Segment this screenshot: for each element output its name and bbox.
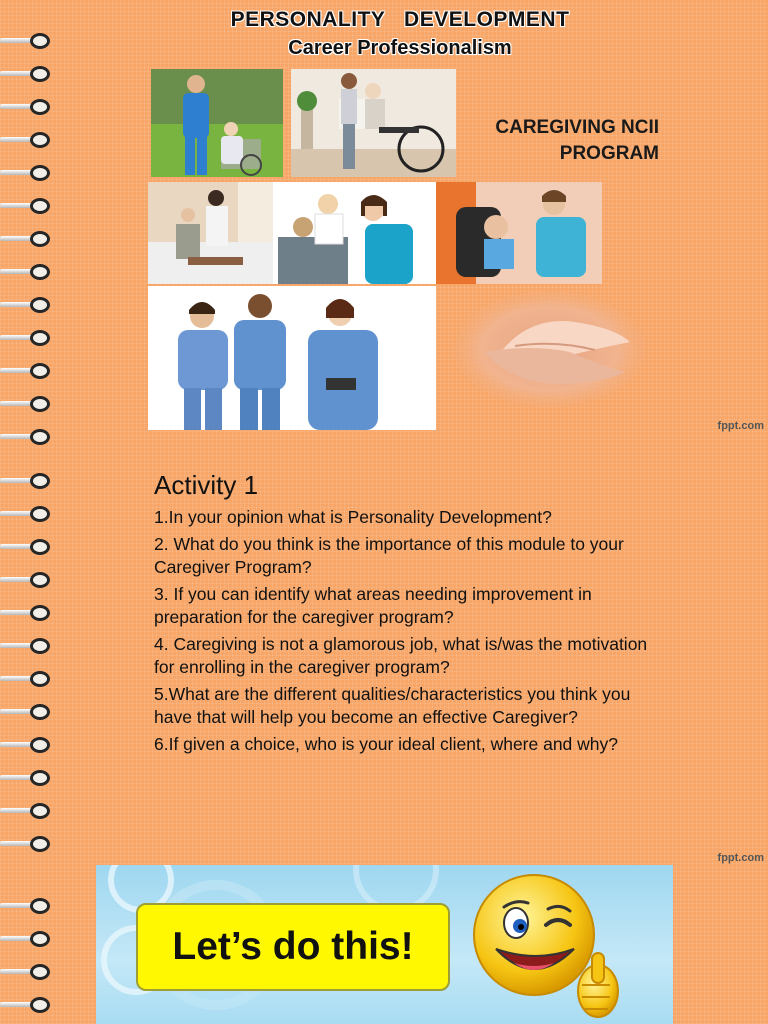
spiral-ring bbox=[0, 99, 50, 113]
spiral-ring bbox=[0, 770, 50, 784]
spiral-ring bbox=[0, 363, 50, 377]
spiral-ring bbox=[0, 198, 50, 212]
spiral-ring bbox=[0, 165, 50, 179]
spiral-ring bbox=[0, 572, 50, 586]
spiral-ring bbox=[0, 737, 50, 751]
spiral-ring bbox=[0, 836, 50, 850]
question-item: 3. If you can identify what areas needing improvement in preparation for the caregiver program? bbox=[154, 584, 592, 627]
caregiving-program-label: CAREGIVING NCII PROGRAM bbox=[495, 117, 659, 164]
spiral-ring bbox=[0, 132, 50, 146]
spiral-ring bbox=[0, 231, 50, 245]
spiral-ring bbox=[0, 671, 50, 685]
fppt-watermark: fppt.com bbox=[717, 852, 764, 864]
caregiver-with-child-photo bbox=[436, 182, 602, 284]
activity-title: Activity 1 bbox=[154, 470, 259, 500]
nurse-with-child-in-wheelchair-photo bbox=[273, 182, 436, 284]
notebook-spiral-binding bbox=[0, 0, 60, 440]
caregiver-pushing-wheelchair-photo bbox=[151, 69, 283, 177]
spiral-ring bbox=[0, 506, 50, 520]
winking-smiley-thumbs-up-icon bbox=[466, 873, 626, 1024]
holding-hands-photo bbox=[455, 290, 645, 408]
lets-do-this-callout: Let’s do this! bbox=[136, 903, 450, 991]
spiral-ring bbox=[0, 997, 50, 1011]
spiral-ring bbox=[0, 396, 50, 410]
spiral-ring bbox=[0, 264, 50, 278]
question-item: 2. What do you think is the importance of this module to your Caregiver Program? bbox=[154, 534, 624, 577]
spiral-ring bbox=[0, 297, 50, 311]
notebook-spiral-binding bbox=[0, 440, 60, 865]
slide-lets-do-this bbox=[0, 865, 768, 1024]
slide-activity-1 bbox=[0, 440, 768, 865]
spiral-ring bbox=[0, 803, 50, 817]
spiral-ring bbox=[0, 964, 50, 978]
spiral-ring bbox=[0, 605, 50, 619]
fppt-watermark: fppt.com bbox=[717, 420, 764, 432]
spiral-ring bbox=[0, 539, 50, 553]
spiral-ring bbox=[0, 638, 50, 652]
question-item: 6.If given a choice, who is your ideal client, where and why? bbox=[154, 734, 619, 754]
caregiver-with-bedridden-patient-photo bbox=[148, 182, 273, 284]
question-item: 5.What are the different qualities/characteristics you think you have that will help you become an effective Caregiver? bbox=[154, 684, 631, 727]
spiral-ring bbox=[0, 330, 50, 344]
spiral-ring bbox=[0, 898, 50, 912]
slide-header-photos bbox=[0, 0, 768, 440]
spiral-ring bbox=[0, 704, 50, 718]
spiral-ring bbox=[0, 931, 50, 945]
three-nurses-in-scrubs-photo bbox=[148, 286, 436, 430]
subtitle-career-professionalism: Career Professionalism bbox=[288, 37, 512, 59]
spiral-ring bbox=[0, 66, 50, 80]
title-personality-development: PERSONALITY DEVELOPMENT bbox=[230, 8, 570, 31]
caregiver-with-elderly-wheelchair-photo bbox=[291, 69, 456, 177]
question-item: 1.In your opinion what is Personality Development? bbox=[154, 507, 552, 527]
question-list bbox=[154, 506, 649, 760]
cta-banner bbox=[96, 865, 673, 1024]
question-item: 4. Caregiving is not a glamorous job, what is/was the motivation for enrolling in the caregiver program? bbox=[154, 634, 648, 677]
spiral-ring bbox=[0, 473, 50, 487]
notebook-spiral-binding bbox=[0, 865, 60, 1024]
